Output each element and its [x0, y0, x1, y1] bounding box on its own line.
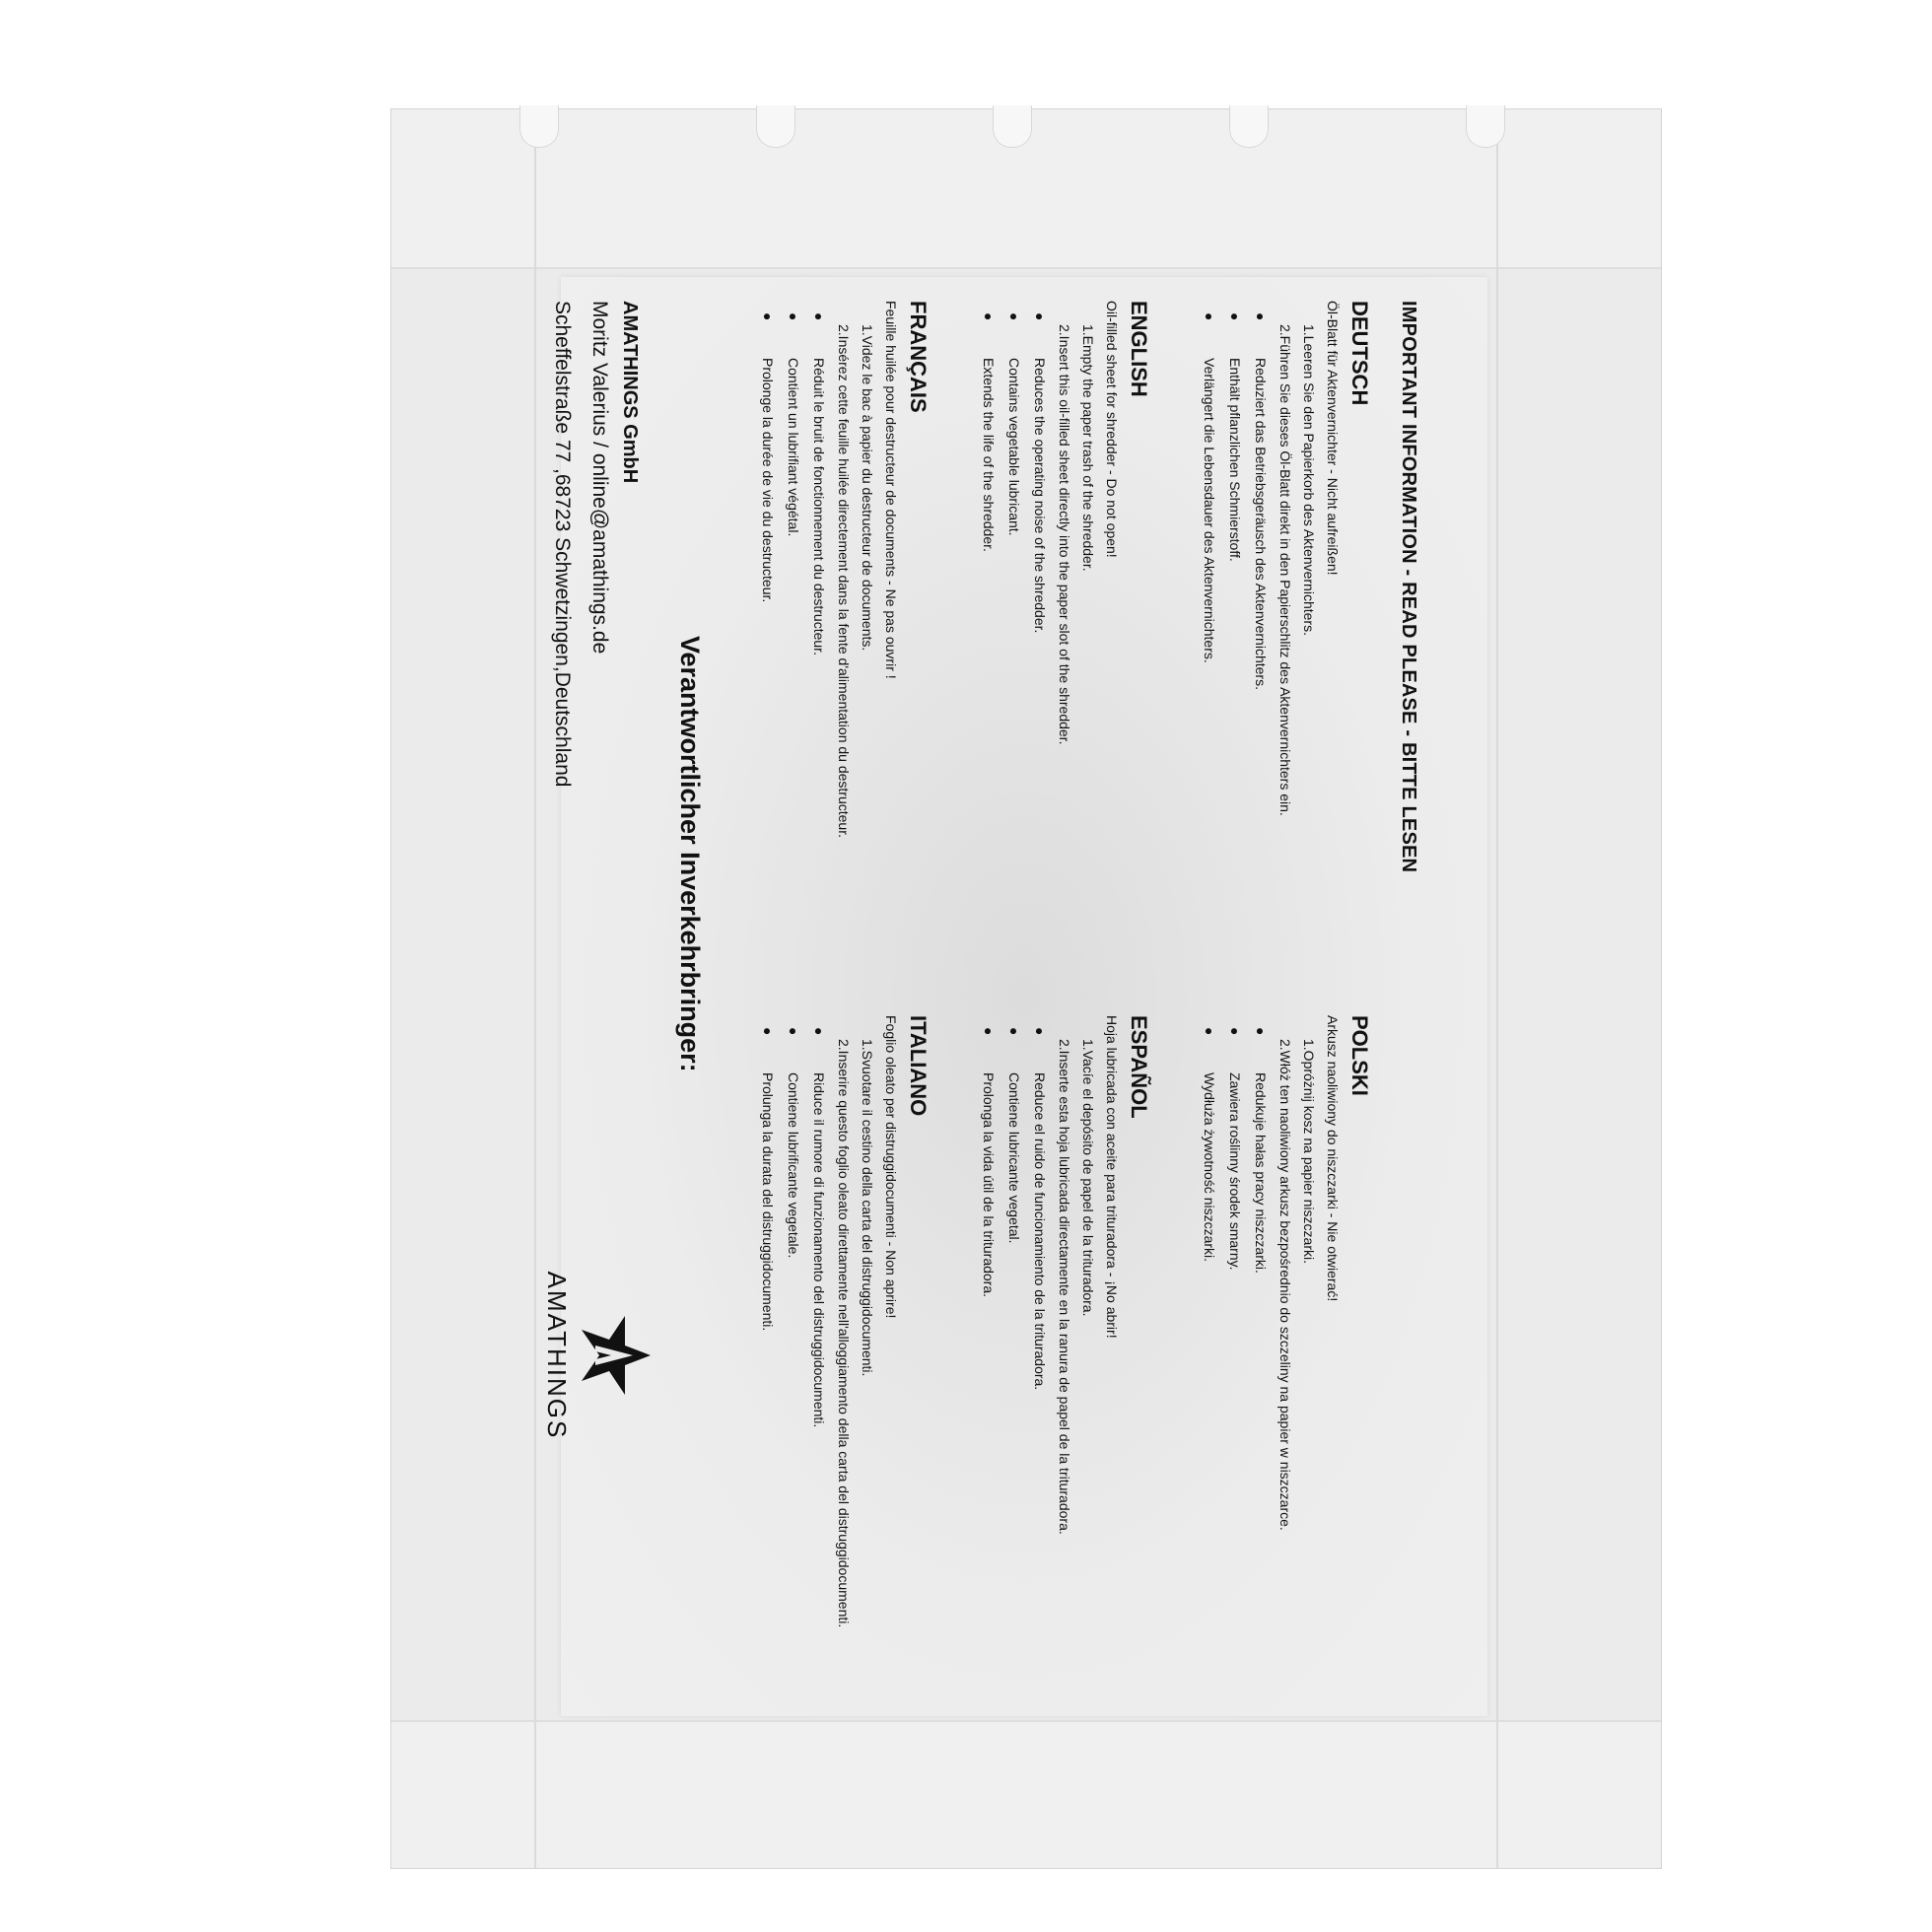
step-item: 1.Empty the paper trash of the shredder. [1080, 324, 1096, 572]
section-subtitle: Hoja lubricada con aceite para trituradora - ¡No abrir! [1104, 1015, 1120, 1339]
section-heading: POLSKI [1347, 1015, 1372, 1096]
section-polski [1197, 1015, 1372, 1725]
section-subtitle: Oil-filled sheet for shredder - Do not open! [1104, 301, 1120, 558]
section-francais [755, 301, 931, 1010]
bullet-item: ● Contains vegetable lubricant. [1001, 301, 1027, 1010]
step-item: 1.Vacíe el depósito de papel de la trituradora. [1080, 1039, 1096, 1317]
section-english [976, 301, 1151, 1010]
step-item: 2.Inserire questo foglio oleato direttamente nell'alloggiamento della carta del distruggidocumenti. [836, 1039, 852, 1628]
bullet-item: ● Contiene lubrificante vegetale. [781, 1015, 806, 1725]
bullet-item: ● Redukuje hałas pracy niszczarki. [1248, 1015, 1274, 1725]
bullet-item: ● Enthält pflanzlichen Schmierstoff. [1222, 301, 1248, 1010]
fold-line-right [1496, 109, 1498, 1868]
section-heading: ESPAÑOL [1127, 1015, 1151, 1119]
section-subtitle: Feuille huilée pour destructeur de documents - Ne pas ouvrir ! [883, 301, 899, 679]
bullet-item: ● Zawiera roślinny środek smarny. [1222, 1015, 1248, 1725]
brand-logo [532, 1257, 651, 1474]
bullet-item: ● Reduces the operating noise of the shredder. [1027, 301, 1053, 1010]
punch-notch [1229, 105, 1269, 148]
responsible-heading: Verantwortlicher Inverkehrbringer: [675, 636, 705, 1072]
punch-notch [993, 105, 1032, 148]
bullet-item: ● Contiene lubricante vegetal. [1001, 1015, 1027, 1725]
step-item: 2.Inserte esta hoja lubricada directamente en la ranura de papel de la trituradora. [1057, 1039, 1072, 1535]
step-item: 2.Insérez cette feuille huilée directement dans la fente d'alimentation du destructeur. [836, 324, 852, 838]
section-italiano [755, 1015, 931, 1725]
section-heading: DEUTSCH [1347, 301, 1372, 406]
bullet-item: ● Contient un lubrifiant végétal. [781, 301, 806, 1010]
bullet-item: ● Prolonge la durée de vie du destructeur. [755, 301, 781, 1010]
bullet-item: ● Riduce il rumore di funzionamento del distruggidocumenti. [806, 1015, 832, 1725]
bullet-item: ● Prolonga la vida útil de la trituradora. [976, 1015, 1001, 1725]
bullet-item: ● Wydłuża żywotność niszczarki. [1197, 1015, 1222, 1725]
bullet-item: ● Verlängert die Lebensdauer des Aktenvernichters. [1197, 301, 1222, 1010]
company-name: AMATHINGS GmbH [619, 301, 641, 484]
step-item: 1.Svuotare il cestino della carta del distruggidocumenti. [860, 1039, 875, 1377]
bottom-band [391, 1720, 1661, 1868]
star-icon [582, 1316, 651, 1395]
punch-notch [756, 105, 795, 148]
section-espanol [976, 1015, 1151, 1725]
bullet-item: ● Extends the life of the shredder. [976, 301, 1001, 1010]
section-deutsch [1197, 301, 1372, 1010]
info-card [532, 301, 1419, 1740]
section-subtitle: Foglio oleato per distruggidocumenti - Non aprire! [883, 1015, 899, 1319]
step-item: 1.Opróżnij kosz na papier niszczarki. [1301, 1039, 1317, 1264]
address-line: Scheffelstraße 77 ,68723 Schwetzingen,Deutschland [551, 301, 574, 788]
punch-notch [1466, 105, 1505, 148]
step-item: 2.Włóż ten naoliwiony arkusz bezpośrednio do szczeliny na papier w niszczarce. [1277, 1039, 1293, 1531]
bullet-item: ● Prolunga la durata del distruggidocumenti. [755, 1015, 781, 1725]
section-subtitle: Öl-Blatt für Aktenvernichter - Nicht aufreißen! [1325, 301, 1341, 576]
section-heading: ITALIANO [906, 1015, 931, 1117]
section-subtitle: Arkusz naoliwiony do niszczarki - Nie otwierać! [1325, 1015, 1341, 1302]
contact-line: Moritz Valerius / online@amathings.de [588, 301, 611, 655]
logo-text: AMATHINGS [542, 1271, 572, 1440]
step-item: 1.Leeren Sie den Papierkorb des Aktenvernichters. [1301, 324, 1317, 636]
section-heading: ENGLISH [1127, 301, 1151, 397]
main-title: IMPORTANT INFORMATION - READ PLEASE - BITTE LESEN [1398, 301, 1419, 873]
step-item: 2.Insert this oil-filled sheet directly into the paper slot of the shredder. [1057, 324, 1072, 745]
bullet-item: ● Reduziert das Betriebsgeräusch des Aktenvernichters. [1248, 301, 1274, 1010]
bullet-item: ● Réduit le bruit de fonctionnement du destructeur. [806, 301, 832, 1010]
section-heading: FRANÇAIS [906, 301, 931, 413]
step-item: 2.Führen Sie dieses Öl-Blatt direkt in den Papierschlitz des Aktenvernichters ein. [1277, 324, 1293, 816]
punch-notch [519, 105, 559, 148]
bullet-item: ● Reduce el ruido de funcionamiento de la trituradora. [1027, 1015, 1053, 1725]
step-item: 1.Videz le bac à papier du destructeur de documents. [860, 324, 875, 652]
